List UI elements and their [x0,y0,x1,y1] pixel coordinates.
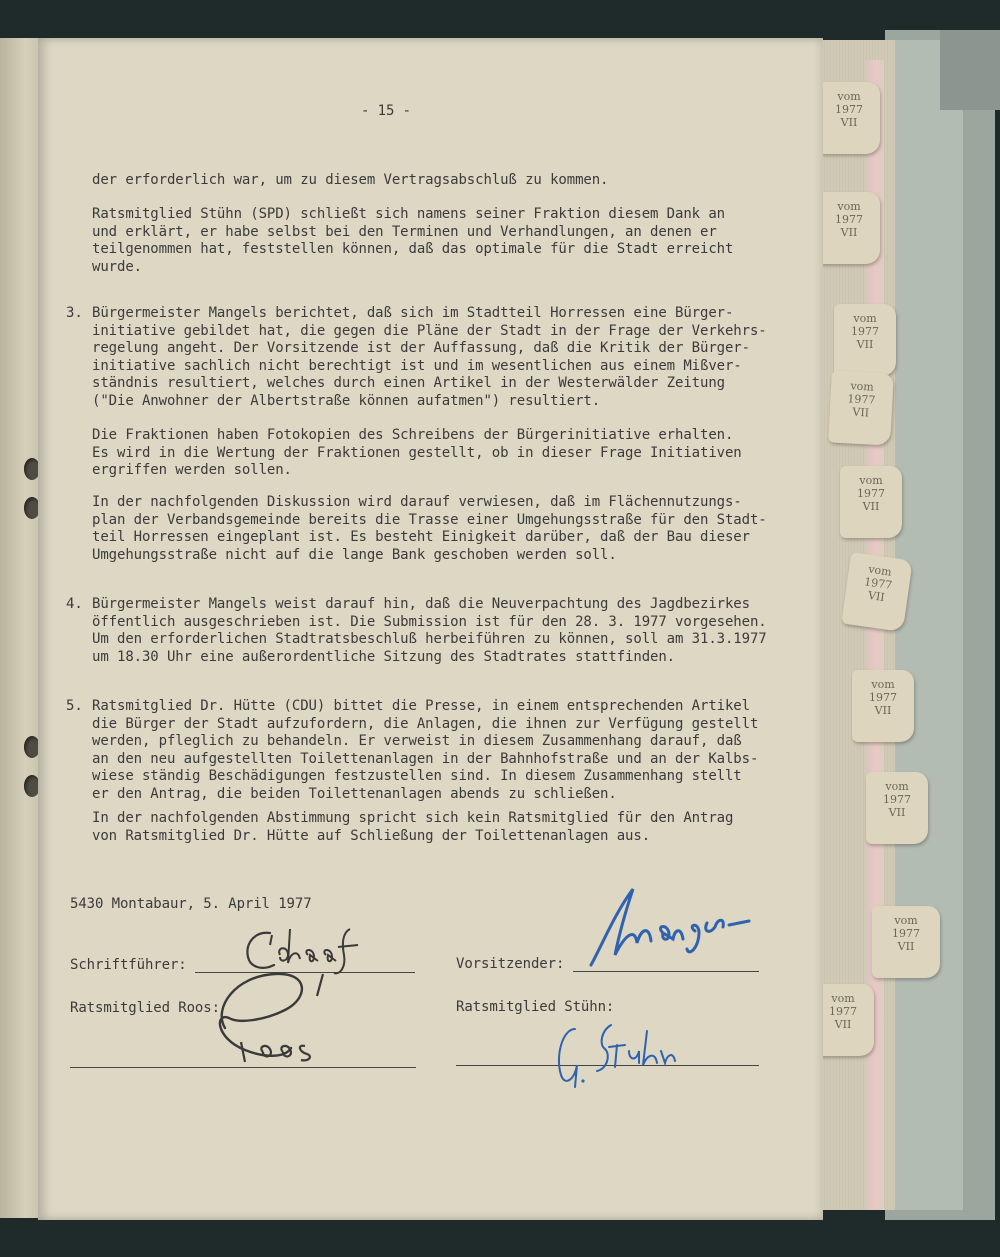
text-line: Ratsmitglied Stühn (SPD) schließt sich namens seiner Fraktion diesem Dank an [92,206,725,222]
index-tab[interactable]: vom 1977 VII [818,82,880,154]
text-line: In der nachfolgenden Diskussion wird darauf verwiesen, daß im Flächennutzungs- [92,494,742,510]
paragraph [92,810,733,845]
text-line: werden, pfleglich zu behandeln. Er verweist in diesem Zusammenhang darauf, daß [92,733,742,750]
stuehn-label: Ratsmitglied Stühn: [456,999,615,1015]
agenda-item-3 [66,305,767,411]
text-line: wurde. [92,258,142,275]
agenda-item-5 [66,698,759,804]
text-line: Umgehungsstraße nicht auf die lange Bank geschoben werden soll. [92,546,617,563]
agenda-item-4 [66,596,767,666]
index-tab[interactable]: vom 1977 VII [872,906,940,978]
schriftfuehrer-label: Schriftführer: [70,957,187,973]
index-tab[interactable]: vom 1977 VII [828,370,894,445]
binder-corner [940,30,1000,110]
text-line: an den neu aufgestellten Toilettenanlagen in der Bahnhofstraße und an der Kalbs- [92,750,759,767]
place-date: 5430 Montabaur, 5. April 1977 [70,896,312,912]
text-line: Es wird in die Wertung der Fraktionen gestellt, ob in dieser Frage Initiativen [92,444,742,461]
index-tab[interactable]: vom 1977 VII [840,466,902,538]
text-line: von Ratsmitglied Dr. Hütte auf Schließung der Toilettenanlagen aus. [92,827,651,844]
paragraph: der erforderlich war, um zu diesem Vertragsabschluß zu kommen. [92,172,609,188]
item-number: 5. [66,698,83,714]
paragraph [92,206,733,276]
text-line: Bürgermeister Mangels weist darauf hin, daß die Neuverpachtung des Jagdbezirkes [92,596,750,612]
index-tab[interactable]: vom 1977 VII [834,304,896,376]
vorsitzender-signature [585,883,755,968]
text-line: um 18.30 Uhr eine außerordentliche Sitzung des Stadtrates stattfinden. [92,648,676,665]
text-line: initiative sachlich nicht berechtigt ist und im wesentlichen aus einem Mißver- [92,357,742,374]
vorsitzender-label: Vorsitzender: [456,956,565,972]
text-line: und erklärt, er habe selbst bei den Terminen und Verhandlungen, an denen er [92,223,717,240]
text-line: teilgenommen hat, feststellen können, daß das optimale für die Stadt erreicht [92,241,734,258]
text-line: ständnis resultiert, welches durch einen Artikel in der Westerwälder Zeitung [92,375,725,392]
text-line: initiative gebildet hat, die gegen die Pläne der Stadt in der Frage der Verkehrs- [92,322,767,339]
text-line: ("Die Anwohner der Albertstraße können aufatmen") resultiert. [92,392,601,409]
text-line: plan der Verbandsgemeinde bereits die Trasse einer Umgehungsstraße für den Stadt- [92,511,767,528]
text-line: wiese ständig Beschädigungen festzustellen sind. In diesem Zusammenhang stellt [92,768,742,785]
paragraph [92,494,767,564]
text-line: Ratsmitglied Dr. Hütte (CDU) bittet die Presse, in einem entsprechenden Artikel [92,698,750,714]
binder-spine [893,40,963,1210]
vorsitzender-signature-line [573,971,759,972]
index-tab[interactable]: vom 1977 VII [866,772,928,844]
text-line: ergriffen werden sollen. [92,462,292,479]
text-line: Die Fraktionen haben Fotokopien des Schreibens der Bürgerinitiative erhalten. [92,427,734,443]
text-line: regelung angeht. Der Vorsitzende ist der Auffassung, daß die Kritik der Bürger- [92,340,750,357]
roos-label: Ratsmitglied Roos: [70,1000,220,1016]
item-number: 3. [66,305,83,321]
item-number: 4. [66,596,83,612]
index-tab[interactable]: vom 1977 VII [818,192,880,264]
text-line: teil Horressen eingeplant ist. Es besteht Einigkeit darüber, daß der Bau dieser [92,529,750,546]
index-tab[interactable]: vom 1977 VII [812,984,874,1056]
text-line: er den Antrag, die beiden Toilettenanlagen abends zu schließen. [92,785,617,802]
text-line: Bürgermeister Mangels berichtet, daß sich im Stadtteil Horressen eine Bürger- [92,305,734,321]
text-line: die Bürger der Stadt aufzufordern, die Anlagen, die ihnen zur Verfügung gestellt [92,715,759,732]
text-line: In der nachfolgenden Abstimmung spricht sich kein Ratsmitglied für den Antrag [92,810,734,826]
text-line: Um den erforderlichen Stadtratsbeschluß herbeiführen zu können, soll am 31.3.1977 [92,631,767,648]
roos-signature [205,968,345,1068]
index-tab[interactable]: vom 1977 VII [841,552,912,632]
page-number: - 15 - [361,103,411,119]
stuehn-signature [545,1015,685,1090]
index-tab[interactable]: vom 1977 VII [852,670,914,742]
text-line: öffentlich ausgeschrieben ist. Die Submission ist für den 28. 3. 1977 vorgesehen. [92,613,767,630]
left-page-edge [0,38,42,1218]
paragraph [92,427,742,480]
